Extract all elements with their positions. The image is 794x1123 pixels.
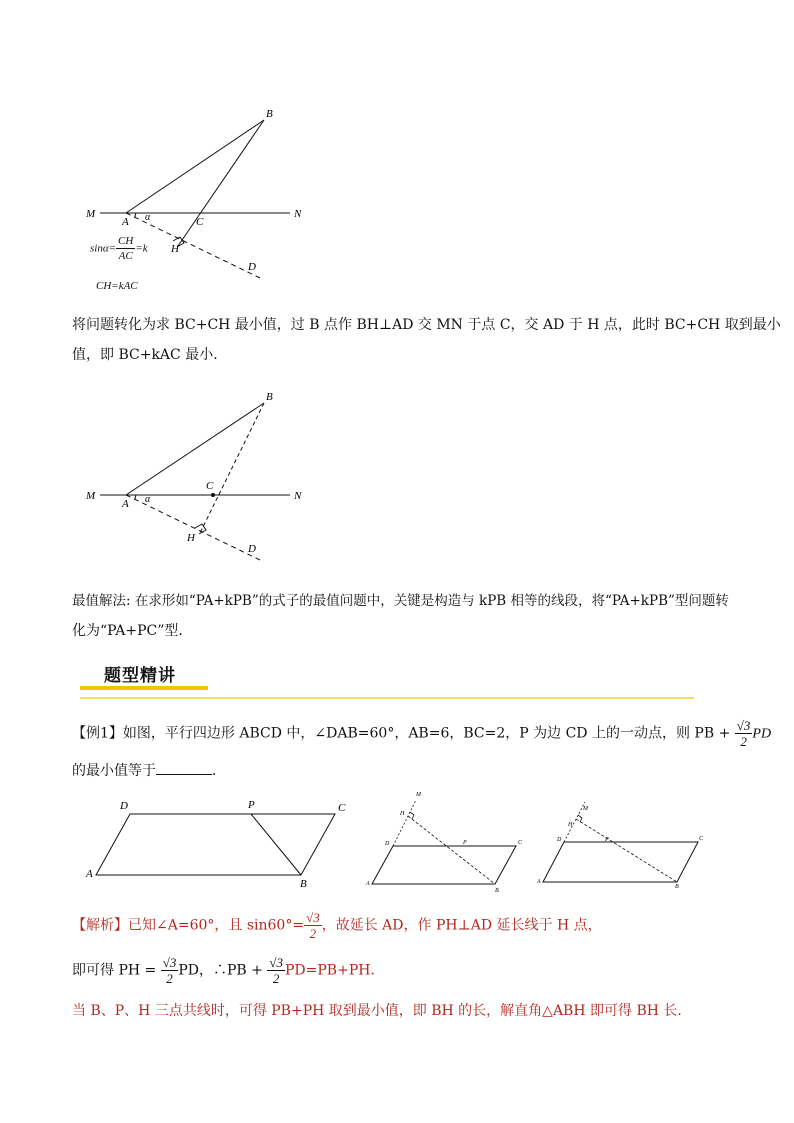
solution-tag: 【解析】 <box>72 917 128 934</box>
label-d: D <box>385 841 390 847</box>
ch-equation: CH=kAC <box>96 280 138 292</box>
solution-s2-num2: √3 <box>269 955 283 970</box>
solution-s2-num: √3 <box>162 955 177 970</box>
solution-s2b: PD，∴PB + <box>178 962 263 979</box>
label-c: C <box>518 840 523 846</box>
label-c: C <box>699 836 704 842</box>
right-angle-mark <box>578 815 582 822</box>
label-n: N <box>294 490 302 502</box>
figure-4-construction <box>362 786 532 896</box>
right-angle-mark <box>410 812 414 819</box>
example-text-after: PD <box>752 726 772 742</box>
label-p: P <box>605 837 609 843</box>
label-d: D <box>248 543 256 555</box>
label-a: A <box>537 879 541 885</box>
section-divider <box>80 697 694 699</box>
label-d: D <box>120 800 128 812</box>
answer-blank[interactable] <box>156 760 212 775</box>
solution-line-3: 当 B、P、H 三点共线时，可得 PB+PH 取到最小值，即 BH 的长，解直角△ABH 即可得 BH 长． <box>72 1003 692 1019</box>
extension-ad <box>393 800 416 846</box>
sin-formula <box>90 234 148 263</box>
paragraph-2-line-1: 最值解法: 在求形如“PA+kPB”的式子的最值问题中，关键是构造与 kPB 相等的线段，将“PA+kPB”型问题转 <box>72 593 729 609</box>
paragraph-1-line-2: 值，即 BC+kAC 最小． <box>72 347 228 363</box>
label-n: N <box>294 208 302 220</box>
label-b: B <box>675 884 679 890</box>
figure-2-diagram <box>80 383 320 583</box>
right-angle-mark <box>195 524 206 534</box>
solution-line-2 <box>72 955 384 986</box>
example-line-2 <box>72 760 226 782</box>
solution-s2c: PD=PB+PH． <box>285 962 385 979</box>
label-c: C <box>338 802 346 814</box>
paragraph-1-line-1: 将问题转化为求 BC+CH 最小值，过 B 点作 BH⊥AD 交 MN 于点 C，交 AD 于 H 点，此时 BC+CH 取到最小 <box>72 317 781 333</box>
label-a: A <box>122 216 129 228</box>
label-alpha: α <box>145 212 151 223</box>
label-b: B <box>495 888 499 894</box>
example-frac-den: 2 <box>740 734 747 749</box>
segment-hb <box>576 819 677 882</box>
formula-num: CH <box>118 235 134 247</box>
segment-pb <box>251 814 301 875</box>
label-m: M <box>86 208 96 220</box>
segment-ab <box>126 403 264 495</box>
label-a: A <box>86 868 93 880</box>
formula-den: AC <box>118 250 133 262</box>
solution-s2-den: 2 <box>166 971 173 986</box>
label-h: H <box>568 822 573 828</box>
label-d: D <box>557 837 562 843</box>
solution-s2-den2: 2 <box>272 971 280 986</box>
solution-line-1 <box>72 910 602 941</box>
point-c <box>211 493 215 497</box>
example-text: 如图，平行四边形 ABCD 中，∠DAB=60°，AB=6，BC=2，P 为边 CD 上的一动点，则 PB + <box>122 725 731 742</box>
solution-s1b: ，故延长 AD，作 PH⊥AD 延长线于 H 点， <box>321 917 602 934</box>
section-title: 题型精讲 <box>104 666 176 686</box>
example-period: ． <box>212 763 226 779</box>
label-d: D <box>248 261 256 273</box>
paragraph-2-line-2: 化为“PA+PC”型． <box>72 623 193 639</box>
parallelogram-abcd <box>543 842 698 882</box>
label-a: A <box>366 881 370 887</box>
label-h: H <box>187 532 195 544</box>
parallelogram-abcd <box>96 814 335 875</box>
label-m: M <box>583 806 588 812</box>
label-b: B <box>266 108 273 120</box>
segment-hb <box>408 816 495 884</box>
section-title-underline <box>80 686 208 690</box>
label-p: P <box>248 799 255 811</box>
figure-5-construction <box>535 796 715 896</box>
solution-s1-num: √3 <box>306 910 320 925</box>
example-line-1 <box>72 718 771 749</box>
figure-3-parallelogram <box>80 795 360 895</box>
label-h: H <box>400 811 405 817</box>
solution-s2a: 即可得 PH = <box>72 962 157 979</box>
segment-ab <box>126 120 264 213</box>
label-c: C <box>196 216 204 228</box>
example-tag: 【例1】 <box>72 725 123 742</box>
segment-bc <box>178 120 264 246</box>
solution-s1-den: 2 <box>309 926 317 941</box>
label-m: M <box>416 792 421 798</box>
label-b: B <box>266 391 273 403</box>
label-alpha: α <box>145 494 151 505</box>
example-question: 的最小值等于 <box>72 763 156 779</box>
parallelogram-abcd <box>372 846 516 884</box>
label-h: H <box>171 243 179 255</box>
example-frac-num: √3 <box>736 718 751 733</box>
formula-prefix: sinα= <box>90 242 117 255</box>
label-b: B <box>300 878 307 890</box>
label-a: A <box>122 498 129 510</box>
label-p: P <box>463 840 467 846</box>
figure-1-diagram <box>80 100 320 300</box>
label-c: C <box>206 480 214 492</box>
solution-s1a: 已知∠A=60°，且 sin60°= <box>128 917 305 934</box>
label-m: M <box>86 490 96 502</box>
segment-bh <box>200 403 264 533</box>
formula-suffix: =k <box>135 242 148 255</box>
